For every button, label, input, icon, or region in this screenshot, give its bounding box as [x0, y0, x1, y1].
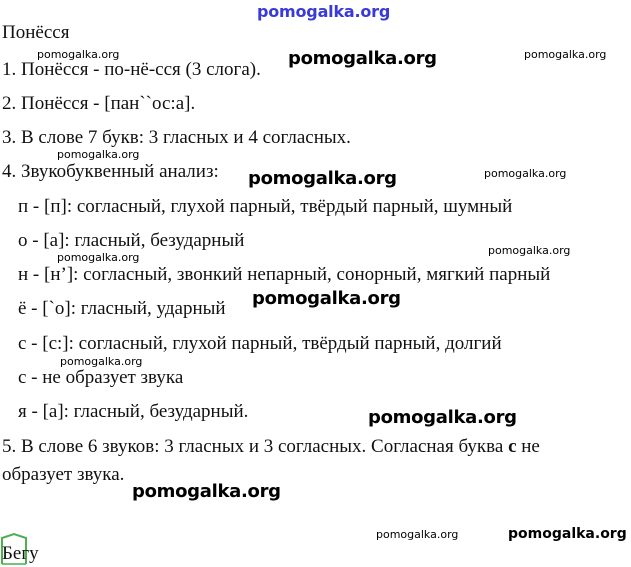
watermark-small: pomogalka.org — [57, 251, 140, 264]
summary-line-1 — [2, 436, 540, 458]
line-letters: 3. В слове 7 букв: 3 гласных и 4 согласных. — [2, 127, 351, 148]
summary-text-after: не — [516, 436, 540, 457]
watermark-small: pomogalka.org — [37, 48, 120, 61]
watermark-large: pomogalka.org — [368, 407, 517, 428]
next-word-link[interactable]: Бегу — [2, 543, 39, 564]
line-syllables: 1. Понёсся - по-нё-сся (3 слога). — [2, 59, 261, 80]
watermark-small: pomogalka.org — [60, 355, 143, 368]
watermark-small: pomogalka.org — [376, 528, 459, 541]
line-analysis-heading: 4. Звукобуквенный анализ: — [2, 161, 219, 182]
watermark-large: pomogalka.org — [252, 288, 401, 309]
analysis-row: п - [п]: согласный, глухой парный, твёрдый парный, шумный — [18, 196, 513, 217]
watermark-large: pomogalka.org — [248, 168, 397, 189]
summary-text-before: 5. В слове 6 звуков: 3 гласных и 3 согласных. Согласная буква — [2, 436, 509, 457]
summary-bold-letter: с — [508, 436, 517, 457]
watermark-small: pomogalka.org — [524, 48, 607, 61]
watermark-large: pomogalka.org — [132, 481, 281, 502]
watermark-small: pomogalka.org — [57, 148, 140, 161]
watermark-top: pomogalka.org — [257, 2, 391, 21]
watermark-medium: pomogalka.org — [508, 526, 627, 542]
analysis-row: с - [с:]: согласный, глухой парный, твёрдый парный, долгий — [18, 333, 502, 354]
analysis-row: я - [а]: гласный, безударный. — [18, 401, 249, 422]
watermark-small: pomogalka.org — [488, 244, 571, 257]
document-title: Понёсся — [2, 22, 70, 43]
analysis-row: с - не образует звука — [18, 367, 184, 388]
watermark-large: pomogalka.org — [288, 48, 437, 69]
analysis-row: о - [а]: гласный, безударный — [18, 230, 245, 251]
analysis-row: н - [н’]: согласный, звонкий непарный, сонорный, мягкий парный — [18, 264, 551, 285]
analysis-row: ё - [`о]: гласный, ударный — [18, 298, 226, 319]
line-transcription: 2. Понёсся - [пан``ос:а]. — [2, 93, 196, 114]
summary-line-2: образует звука. — [2, 464, 125, 485]
watermark-small: pomogalka.org — [484, 167, 567, 180]
